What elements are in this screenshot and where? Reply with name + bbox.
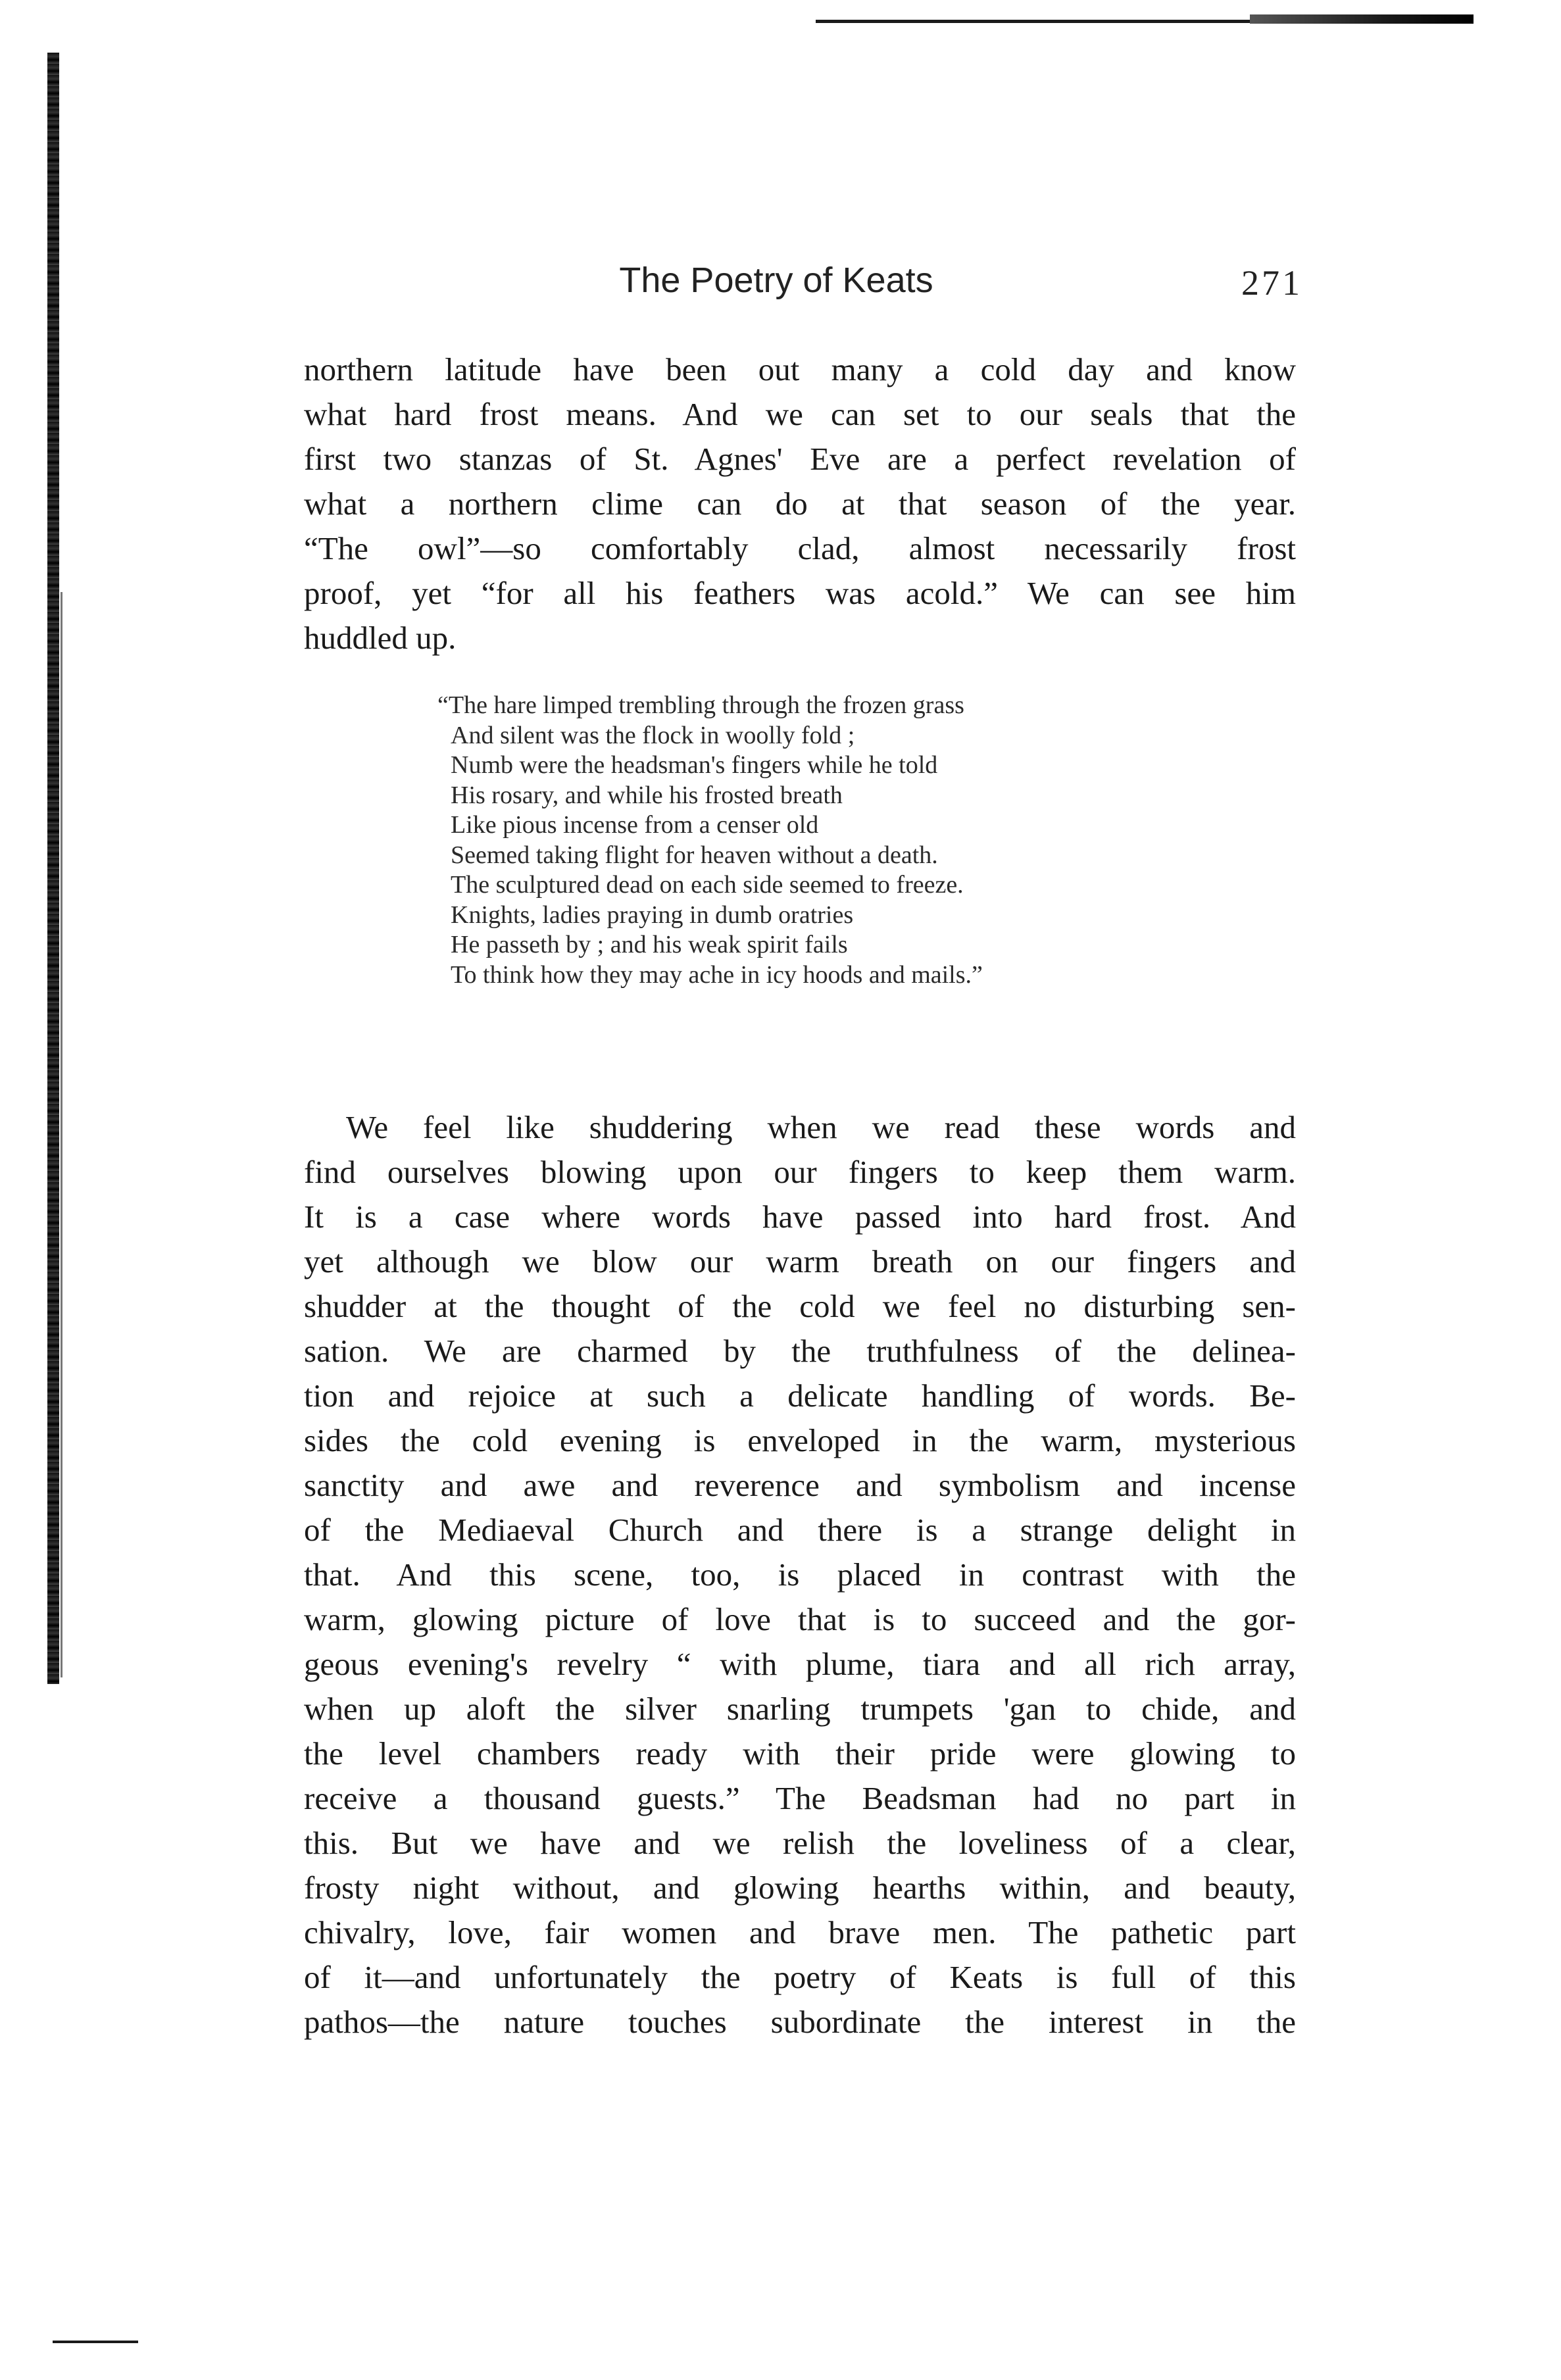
verse-line: The sculptured dead on each side seemed to freeze.: [451, 871, 964, 899]
text-line: first two stanzas of St. Agnes' Eve are a perfect revelation of: [304, 441, 1296, 477]
text-line: of the Mediaeval Church and there is a strange delight in: [304, 1512, 1296, 1548]
paragraph-1: [304, 347, 1296, 660]
verse-line: Knights, ladies praying in dumb oratries: [451, 901, 854, 929]
text-line: “The owl”—so comfortably clad, almost necessarily frost: [304, 530, 1296, 566]
text-line: huddled up.: [304, 620, 457, 656]
scan-top-smudge: [1250, 14, 1474, 24]
text-line: sation. We are charmed by the truthfulness of the delinea-: [304, 1333, 1296, 1369]
verse-line: Like pious incense from a censer old: [451, 811, 819, 839]
verse-line: Seemed taking flight for heaven without a death.: [451, 841, 938, 869]
text-line: We feel like shuddering when we read these words and: [346, 1109, 1296, 1145]
text-line: chivalry, love, fair women and brave men. The pathetic part: [304, 1914, 1296, 1950]
text-line: sanctity and awe and reverence and symbolism and incense: [304, 1467, 1296, 1503]
verse-line: To think how they may ache in icy hoods and mails.”: [451, 960, 983, 989]
running-head: [303, 260, 1302, 312]
text-line: shudder at the thought of the cold we feel no disturbing sen-: [304, 1288, 1296, 1324]
text-line: It is a case where words have passed into hard frost. And: [304, 1199, 1296, 1235]
text-line: proof, yet “for all his feathers was acold.” We can see him: [304, 575, 1296, 611]
verse-line: His rosary, and while his frosted breath: [451, 781, 843, 809]
text-line: this. But we have and we relish the loveliness of a clear,: [304, 1825, 1296, 1861]
running-title: The Poetry of Keats: [619, 260, 933, 300]
verse-line: And silent was the flock in woolly fold ;: [451, 721, 855, 749]
text-line: what a northern clime can do at that season of the year.: [304, 485, 1296, 522]
verse-line: He passeth by ; and his weak spirit fails: [451, 931, 848, 958]
text-line: that. And this scene, too, is placed in contrast with the: [304, 1556, 1296, 1593]
text-line: geous evening's revelry “ with plume, tiara and all rich array,: [304, 1646, 1296, 1682]
text-line: yet although we blow our warm breath on our fingers and: [304, 1243, 1296, 1279]
text-line: warm, glowing picture of love that is to succeed and the gor-: [304, 1601, 1296, 1637]
verse-quotation: [437, 691, 1227, 990]
text-line: northern latitude have been out many a cold day and know: [304, 351, 1296, 387]
verse-line: Numb were the headsman's fingers while he told: [451, 751, 938, 779]
text-line: when up aloft the silver snarling trumpets 'gan to chide, and: [304, 1691, 1296, 1727]
scan-left-edge: [47, 53, 59, 1684]
text-line: tion and rejoice at such a delicate handling of words. Be-: [304, 1377, 1296, 1414]
text-line: find ourselves blowing upon our fingers to keep them warm.: [304, 1154, 1296, 1190]
text-line: the level chambers ready with their pride were glowing to: [304, 1735, 1296, 1772]
text-line: what hard frost means. And we can set to our seals that the: [304, 396, 1296, 432]
text-line: of it—and unfortunately the poetry of Keats is full of this: [304, 1959, 1296, 1995]
text-line: frosty night without, and glowing hearths within, and beauty,: [304, 1870, 1296, 1906]
text-line: sides the cold evening is enveloped in the warm, mysterious: [304, 1422, 1296, 1458]
scan-bottom-mark: [53, 2341, 138, 2343]
page-number: 271: [1241, 263, 1302, 303]
text-line: pathos—the nature touches subordinate the interest in the: [304, 2004, 1296, 2040]
paragraph-2: [304, 1105, 1296, 2045]
verse-line: “The hare limped trembling through the frozen grass: [437, 691, 964, 719]
text-line: receive a thousand guests.” The Beadsman had no part in: [304, 1780, 1296, 1816]
scan-left-edge-line: [61, 592, 62, 1677]
